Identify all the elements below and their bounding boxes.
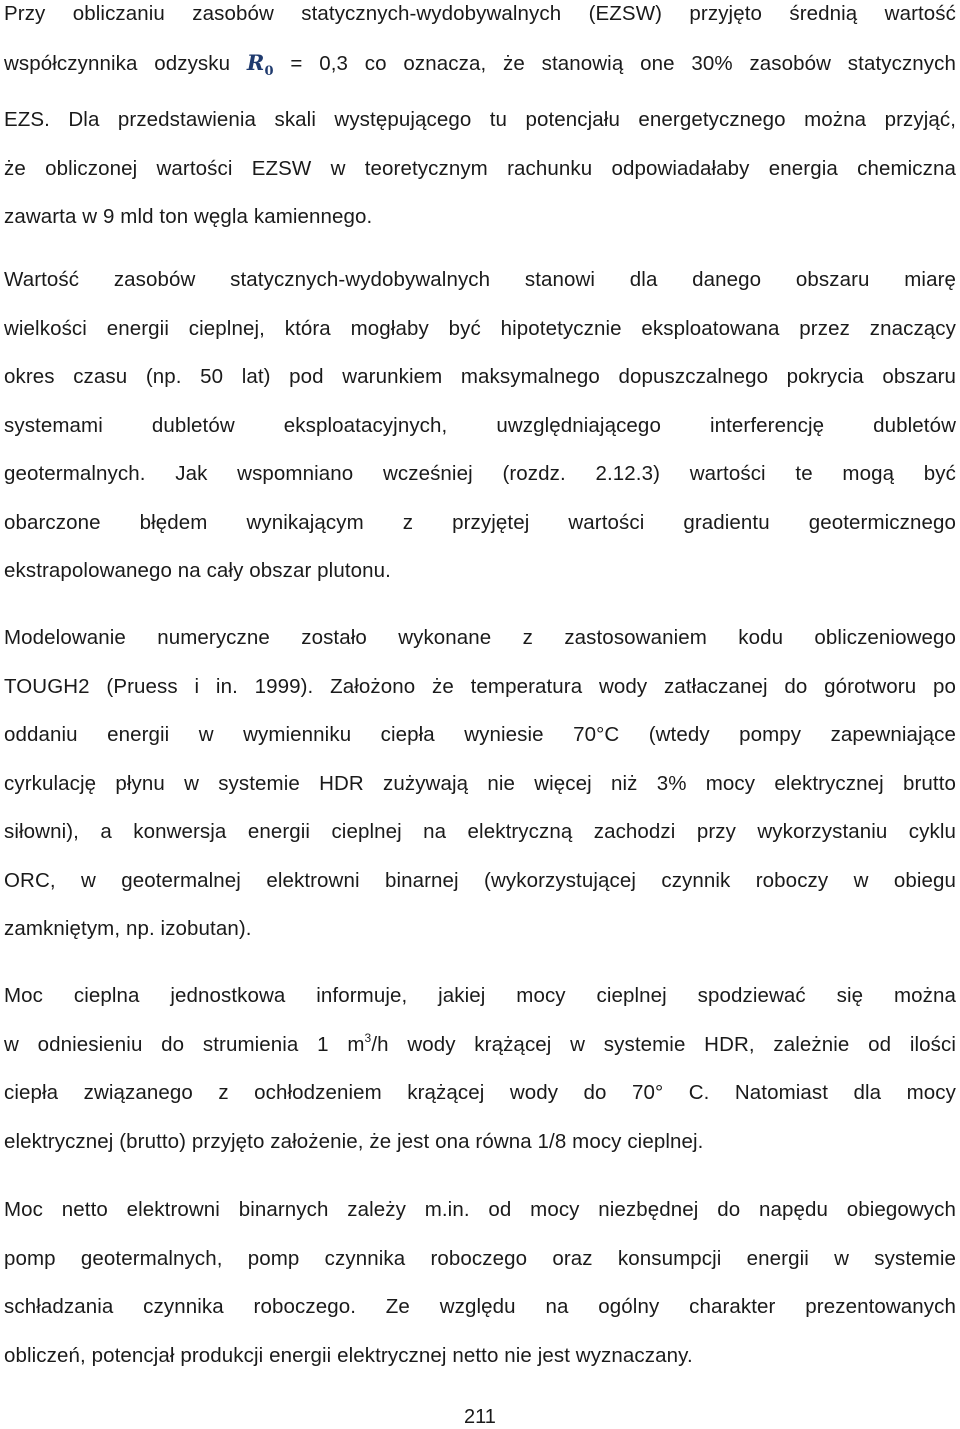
text-line: elektrycznej (brutto) przyjęto założenie, że jest ona równa 1/8 mocy cieplnej. xyxy=(4,1129,704,1153)
text-line: siłowni), a konwersja energii cieplnej na elektryczną zachodzi przy wykorzystaniu cyklu xyxy=(4,820,956,843)
text-line: geotermalnych. Jak wspomniano wcześniej (rozdz. 2.12.3) wartości te mogą być xyxy=(4,462,956,485)
paragraph-net-power xyxy=(4,1186,956,1380)
text-line: EZS. Dla przedstawienia skali występującego tu potencjału energetycznego można przyjąć, xyxy=(4,108,956,132)
text-line: schładzania czynnika roboczego. Ze względu na ogólny charakter prezentowanych xyxy=(4,1295,956,1318)
text-line: ORC, w geotermalnej elektrowni binarnej (wykorzystującej czynnik roboczy w obiegu xyxy=(4,868,956,892)
symbol-letter: R xyxy=(246,49,265,75)
text-line: Modelowanie numeryczne zostało wykonane z zastosowaniem kodu obliczeniowego xyxy=(4,626,956,649)
text-line: wielkości energii cieplnej, która mogłaby być hipotetycznie eksploatowana przez znaczący xyxy=(4,316,956,340)
paragraph-unit-thermal-power xyxy=(4,972,956,1166)
text-line: cyrkulację płynu w systemie HDR zużywają nie więcej niż 3% mocy elektrycznej brutto xyxy=(4,771,956,795)
recovery-factor-symbol xyxy=(247,39,274,97)
paragraph-ezsw-recovery-factor xyxy=(4,0,956,242)
text-fragment: /h wody krążącej w systemie HDR, zależnie od ilości xyxy=(371,1032,956,1056)
text-line: pomp geotermalnych, pomp czynnika roboczego oraz konsumpcji energii w systemie xyxy=(4,1246,956,1270)
text-line: Przy obliczaniu zasobów statycznych-wydobywalnych (EZSW) przyjęto średnią wartość xyxy=(4,2,956,25)
text-line: ciepła związanego z ochłodzeniem krążącej wody do 70° C. Natomiast dla mocy xyxy=(4,1081,956,1104)
text-line: okres czasu (np. 50 lat) pod warunkiem maksymalnego dopuszczalnego pokrycia obszaru xyxy=(4,365,956,388)
text-line: ekstrapolowanego na cały obszar plutonu. xyxy=(4,559,391,582)
text-line: Moc netto elektrowni binarnych zależy m.in. od mocy niezbędnej do napędu obiegowych xyxy=(4,1198,956,1221)
text-fragment: w odniesieniu do strumienia 1 m xyxy=(4,1032,365,1056)
paragraph-numerical-modelling xyxy=(4,614,956,954)
text-line: TOUGH2 (Pruess i in. 1999). Założono że temperatura wody zatłaczanej do górotworu po xyxy=(4,674,956,698)
text-line: Wartość zasobów statycznych-wydobywalnych stanowi dla danego obszaru miarę xyxy=(4,268,956,291)
text-line: obliczeń, potencjał produkcji energii elektrycznej netto nie jest wyznaczany. xyxy=(4,1343,693,1367)
page-number: 211 xyxy=(464,1406,496,1428)
paragraph-static-resources-value xyxy=(4,256,956,596)
cubic-exponent: 3 xyxy=(364,1030,372,1045)
text-line: oddaniu energii w wymienniku ciepła wyniesie 70°C (wtedy pompy zapewniające xyxy=(4,723,956,746)
symbol-subscript: 0 xyxy=(264,63,274,79)
text-fragment: = 0,3 co oznacza, że stanowią one 30% zasobów statycznych xyxy=(290,51,956,75)
text-line: obarczone błędem wynikającym z przyjętej wartości gradientu geotermicznego xyxy=(4,510,956,534)
text-line: systemami dubletów eksploatacyjnych, uwzględniającego interferencję dubletów xyxy=(4,413,956,437)
text-line: że obliczonej wartości EZSW w teoretycznym rachunku odpowiadałaby energia chemiczna xyxy=(4,156,956,180)
text-line: zamkniętym, np. izobutan). xyxy=(4,917,252,940)
text-line: Moc cieplna jednostkowa informuje, jakiej mocy cieplnej spodziewać się można xyxy=(4,984,956,1007)
text-line xyxy=(4,1021,956,1070)
text-fragment: współczynnika odzysku xyxy=(4,51,231,75)
text-line xyxy=(4,39,956,97)
text-line: zawarta w 9 mld ton węgla kamiennego. xyxy=(4,205,373,229)
